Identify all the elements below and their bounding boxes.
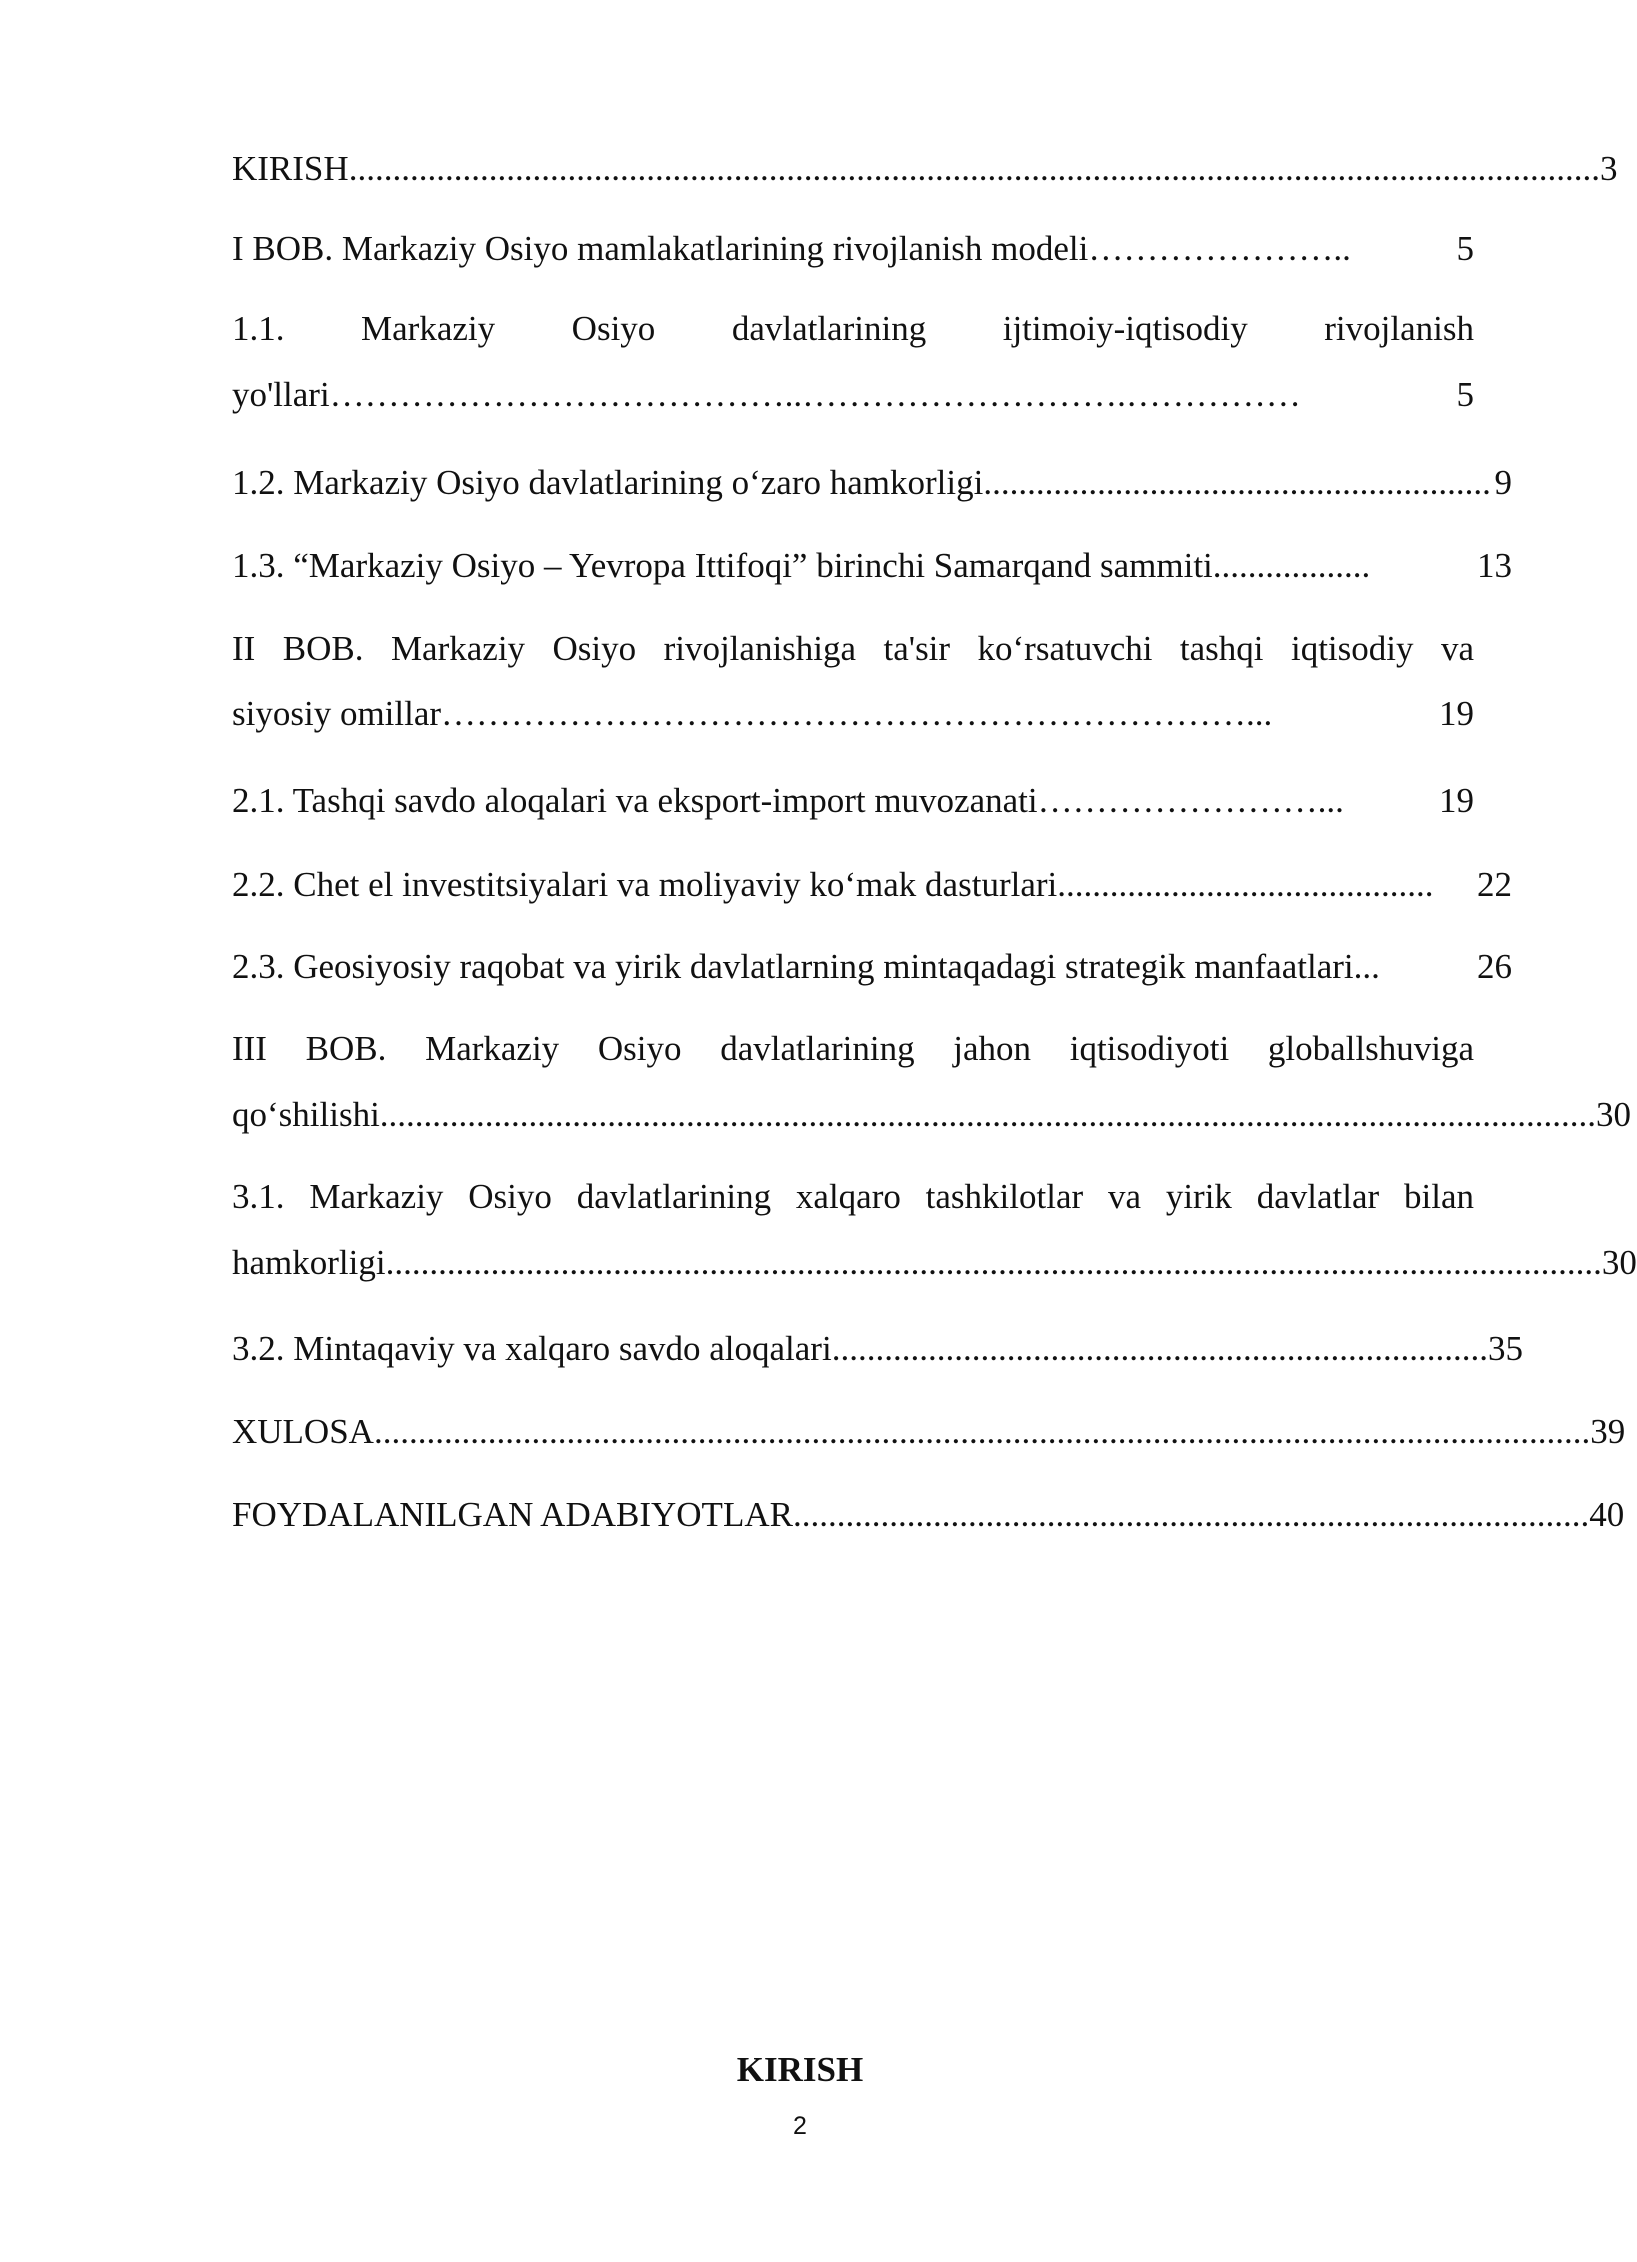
toc-entry-label-line1: 1.1. Markaziy Osiyo davlatlarining ijtimoiy-iqtisodiy rivojlanish: [232, 309, 1474, 348]
toc-entry-kirish[interactable]: [232, 146, 1618, 191]
toc-entry-line2: [232, 1092, 1632, 1137]
toc-dot-leader: ...........................................................................: [831, 1329, 1488, 1368]
toc-entry-label: FOYDALANILGAN ADABIYOTLAR: [232, 1495, 793, 1534]
toc-entry-xulosa[interactable]: [232, 1409, 1626, 1454]
toc-page-number: 39: [1590, 1412, 1626, 1451]
toc-page-number: 13: [1477, 546, 1512, 585]
toc-entry-section-2-3[interactable]: [232, 944, 1512, 989]
toc-page-number: 3: [1599, 149, 1618, 188]
toc-entry-line2: [232, 691, 1474, 736]
toc-dot-leader: ...........................................................................................................................................: [379, 1095, 1597, 1134]
toc-entry-label-line1: 3.1. Markaziy Osiyo davlatlarining xalqaro tashkilotlar va yirik davlatlar bilan: [232, 1177, 1474, 1216]
page-number: 2: [793, 2112, 807, 2140]
toc-dot-leader: ……………………………………………………………...: [441, 694, 1273, 733]
toc-page-number: 30: [1601, 1243, 1637, 1282]
toc-entry-line2: [232, 1240, 1637, 1285]
toc-dot-leader: ……………………...: [1037, 781, 1344, 820]
toc-dot-leader: ...........................................................................................................................................: [385, 1243, 1602, 1282]
toc-entry-label-line1: III BOB. Markaziy Osiyo davlatlarining jahon iqtisodiyoti globallshuviga: [232, 1029, 1474, 1068]
toc-dot-leader: ...: [1353, 947, 1380, 986]
toc-page-number: 9: [1494, 463, 1512, 502]
toc-dot-leader: …………………………………..……………………….……………: [329, 375, 1301, 414]
toc-dot-leader: ...............................................................................................................................................: [348, 149, 1600, 188]
toc-entry-chapter-3[interactable]: [232, 1026, 1632, 1137]
toc-entry-section-3-1[interactable]: [232, 1174, 1637, 1285]
toc-entry-section-1-1[interactable]: [232, 306, 1474, 417]
toc-dot-leader: …………………..: [1088, 229, 1351, 268]
toc-entry-section-2-2[interactable]: [232, 862, 1512, 907]
toc-page-number: 26: [1477, 947, 1512, 986]
toc-entry-label-line1: II BOB. Markaziy Osiyo rivojlanishiga ta'sir ko‘rsatuvchi tashqi iqtisodiy va: [232, 629, 1474, 668]
toc-entry-section-2-1[interactable]: [232, 778, 1474, 823]
next-page-heading: KIRISH: [736, 2050, 864, 2089]
toc-entry-label: yo'llari: [232, 375, 330, 414]
toc-dot-leader: ..................: [1212, 546, 1371, 585]
toc-dot-leader: ...........................................: [1057, 865, 1434, 904]
toc-entry-label: KIRISH: [232, 149, 349, 188]
toc-page-number: 5: [1456, 375, 1474, 414]
toc-dot-leader: ..........................................................: [983, 463, 1491, 502]
toc-page-number: 30: [1596, 1095, 1632, 1134]
toc-entry-chapter-2[interactable]: [232, 626, 1474, 736]
toc-entry-label: qo‘shilishi: [232, 1095, 380, 1134]
toc-entry-section-3-2[interactable]: [232, 1326, 1523, 1371]
toc-entry-label: I BOB. Markaziy Osiyo mamlakatlarining rivojlanish modeli: [232, 229, 1089, 268]
toc-entry-label: siyosiy omillar: [232, 694, 442, 733]
toc-entry-label: 3.2. Mintaqaviy va xalqaro savdo aloqalari: [232, 1329, 832, 1368]
toc-entry-label: hamkorligi: [232, 1243, 386, 1282]
toc-dot-leader: ...........................................................................................................................................: [373, 1412, 1591, 1451]
toc-entry-label: 1.2. Markaziy Osiyo davlatlarining o‘zaro hamkorligi: [232, 463, 984, 502]
toc-page-number: 19: [1439, 694, 1474, 733]
toc-entry-label: 2.3. Geosiyosiy raqobat va yirik davlatlarning mintaqadagi strategik manfaatlari: [232, 947, 1354, 986]
toc-page-number: 19: [1439, 781, 1474, 820]
toc-entry-chapter-1[interactable]: [232, 226, 1474, 271]
toc-entry-label: 2.2. Chet el investitsiyalari va moliyaviy ko‘mak dasturlari: [232, 865, 1058, 904]
toc-page-number: 22: [1477, 865, 1512, 904]
toc-entry-label: 2.1. Tashqi savdo aloqalari va eksport-import muvozanati: [232, 781, 1038, 820]
toc-page-number: 35: [1487, 1329, 1523, 1368]
toc-entry-label: 1.3. “Markaziy Osiyo – Yevropa Ittifoqi” birinchi Samarqand sammiti: [232, 546, 1213, 585]
toc-entry-label: XULOSA: [232, 1412, 374, 1451]
toc-entry-section-1-3[interactable]: [232, 543, 1512, 588]
toc-entry-line2: [232, 372, 1474, 417]
toc-entry-section-1-2[interactable]: [232, 460, 1512, 505]
toc-entry-references[interactable]: [232, 1492, 1625, 1537]
toc-dot-leader: ...........................................................................................: [792, 1495, 1590, 1534]
toc-page-number: 40: [1589, 1495, 1625, 1534]
toc-page-number: 5: [1456, 229, 1474, 268]
